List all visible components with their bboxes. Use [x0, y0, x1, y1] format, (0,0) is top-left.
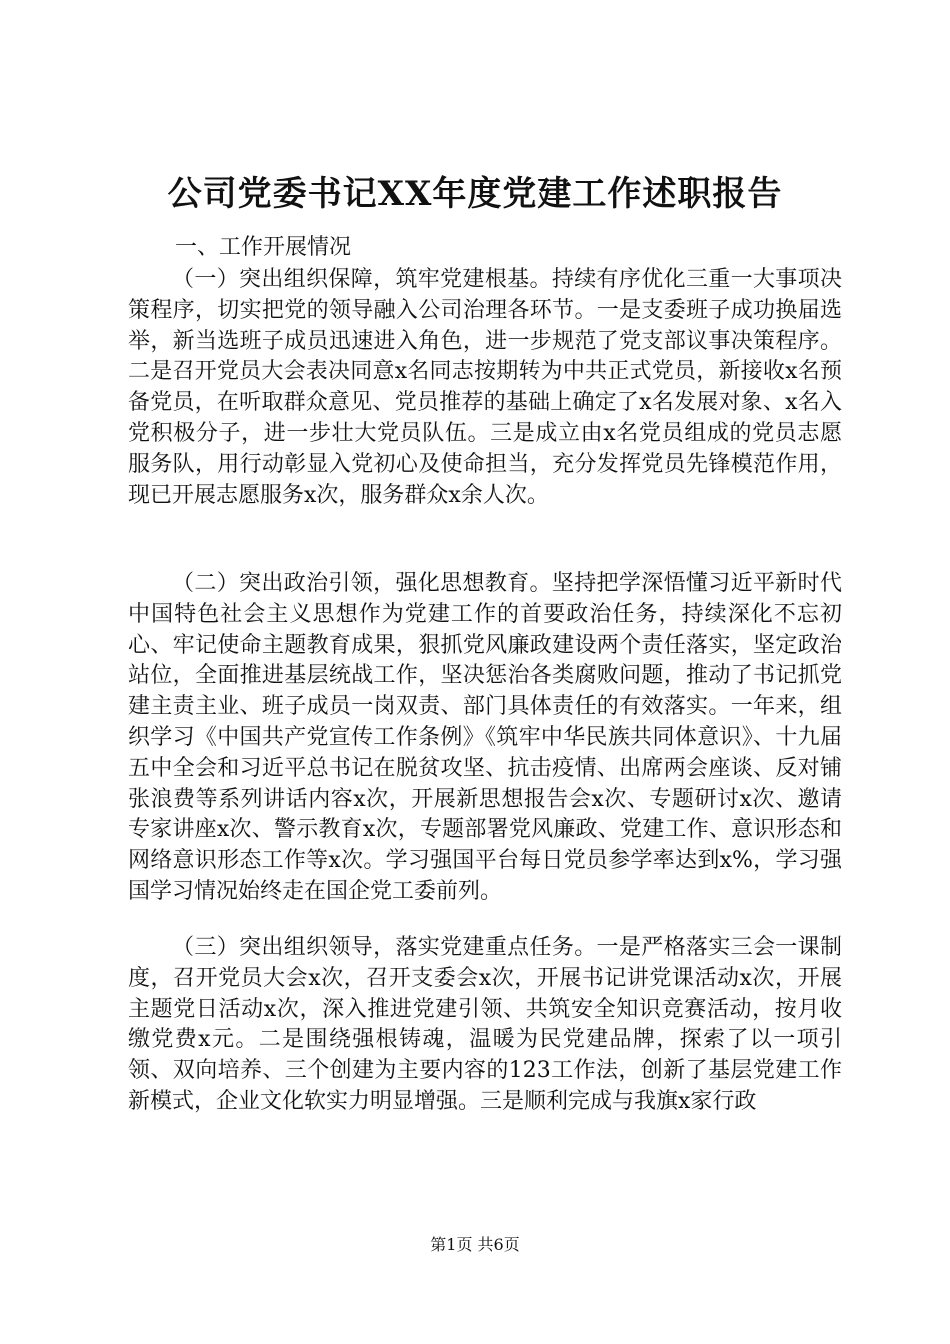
paragraph-2: （二）突出政治引领，强化思想教育。坚持把学深悟懂习近平新时代中国特色社会主义思想作为党建工作的首要政治任务，持续深化不忘初心、牢记使命主题教育成果，狠抓党风廉政建设两个责任落实，坚定政治站位，全面推进基层统战工作，坚决惩治各类腐败问题，推动了书记抓党建主责主业、班子成员一岗双责、部门具体责任的有效落实。一年来，组织学习《中国共产党宣传工作条例》《筑牢中华民族共同体意识》、十九届五中全会和习近平总书记在脱贫攻坚、抗击疫情、出席两会座谈、反对铺张浪费等系列讲话内容x次，开展新思想报告会x次、专题研讨x次、邀请专家讲座x次、警示教育x次，专题部署党风廉政、党建工作、意识形态和网络意识形态工作等x次。学习强国平台每日党员参学率达到x%，学习强国学习情况始终走在国企党工委前列。	[128, 571, 842, 904]
paragraph-1: （一）突出组织保障，筑牢党建根基。持续有序优化三重一大事项决策程序，切实把党的领导融入公司治理各环节。一是支委班子成功换届选举，新当选班子成员迅速进入角色，进一步规范了党支部议事决策程序。二是召开党员大会表决同意x名同志按期转为中共正式党员，新接收x名预备党员，在听取群众意见、党员推荐的基础上确定了x名发展对象、x名入党积极分子，进一步壮大党员队伍。三是成立由x名党员组成的党员志愿服务队，用行动彰显入党初心及使命担当，充分发挥党员先锋模范作用，现已开展志愿服务x次，服务群众x余人次。	[128, 267, 842, 508]
paragraph-3: （三）突出组织领导，落实党建重点任务。一是严格落实三会一课制度，召开党员大会x次，召开支委会x次，开展书记讲党课活动x次，开展主题党日活动x次，深入推进党建引领、共筑安全知识竞赛活动，按月收缴党费x元。二是围绕强根铸魂，温暖为民党建品牌，探索了以一项引领、双向培养、三个创建为主要内容的123工作法，创新了基层党建工作新模式，企业文化软实力明显增强。三是顺利完成与我旗x家行政	[128, 935, 842, 1114]
page-number-footer: 第1页 共6页	[430, 1235, 520, 1254]
document-title: 公司党委书记XX年度党建工作述职报告	[167, 174, 783, 214]
section-heading: 一、工作开展情况	[175, 235, 352, 260]
